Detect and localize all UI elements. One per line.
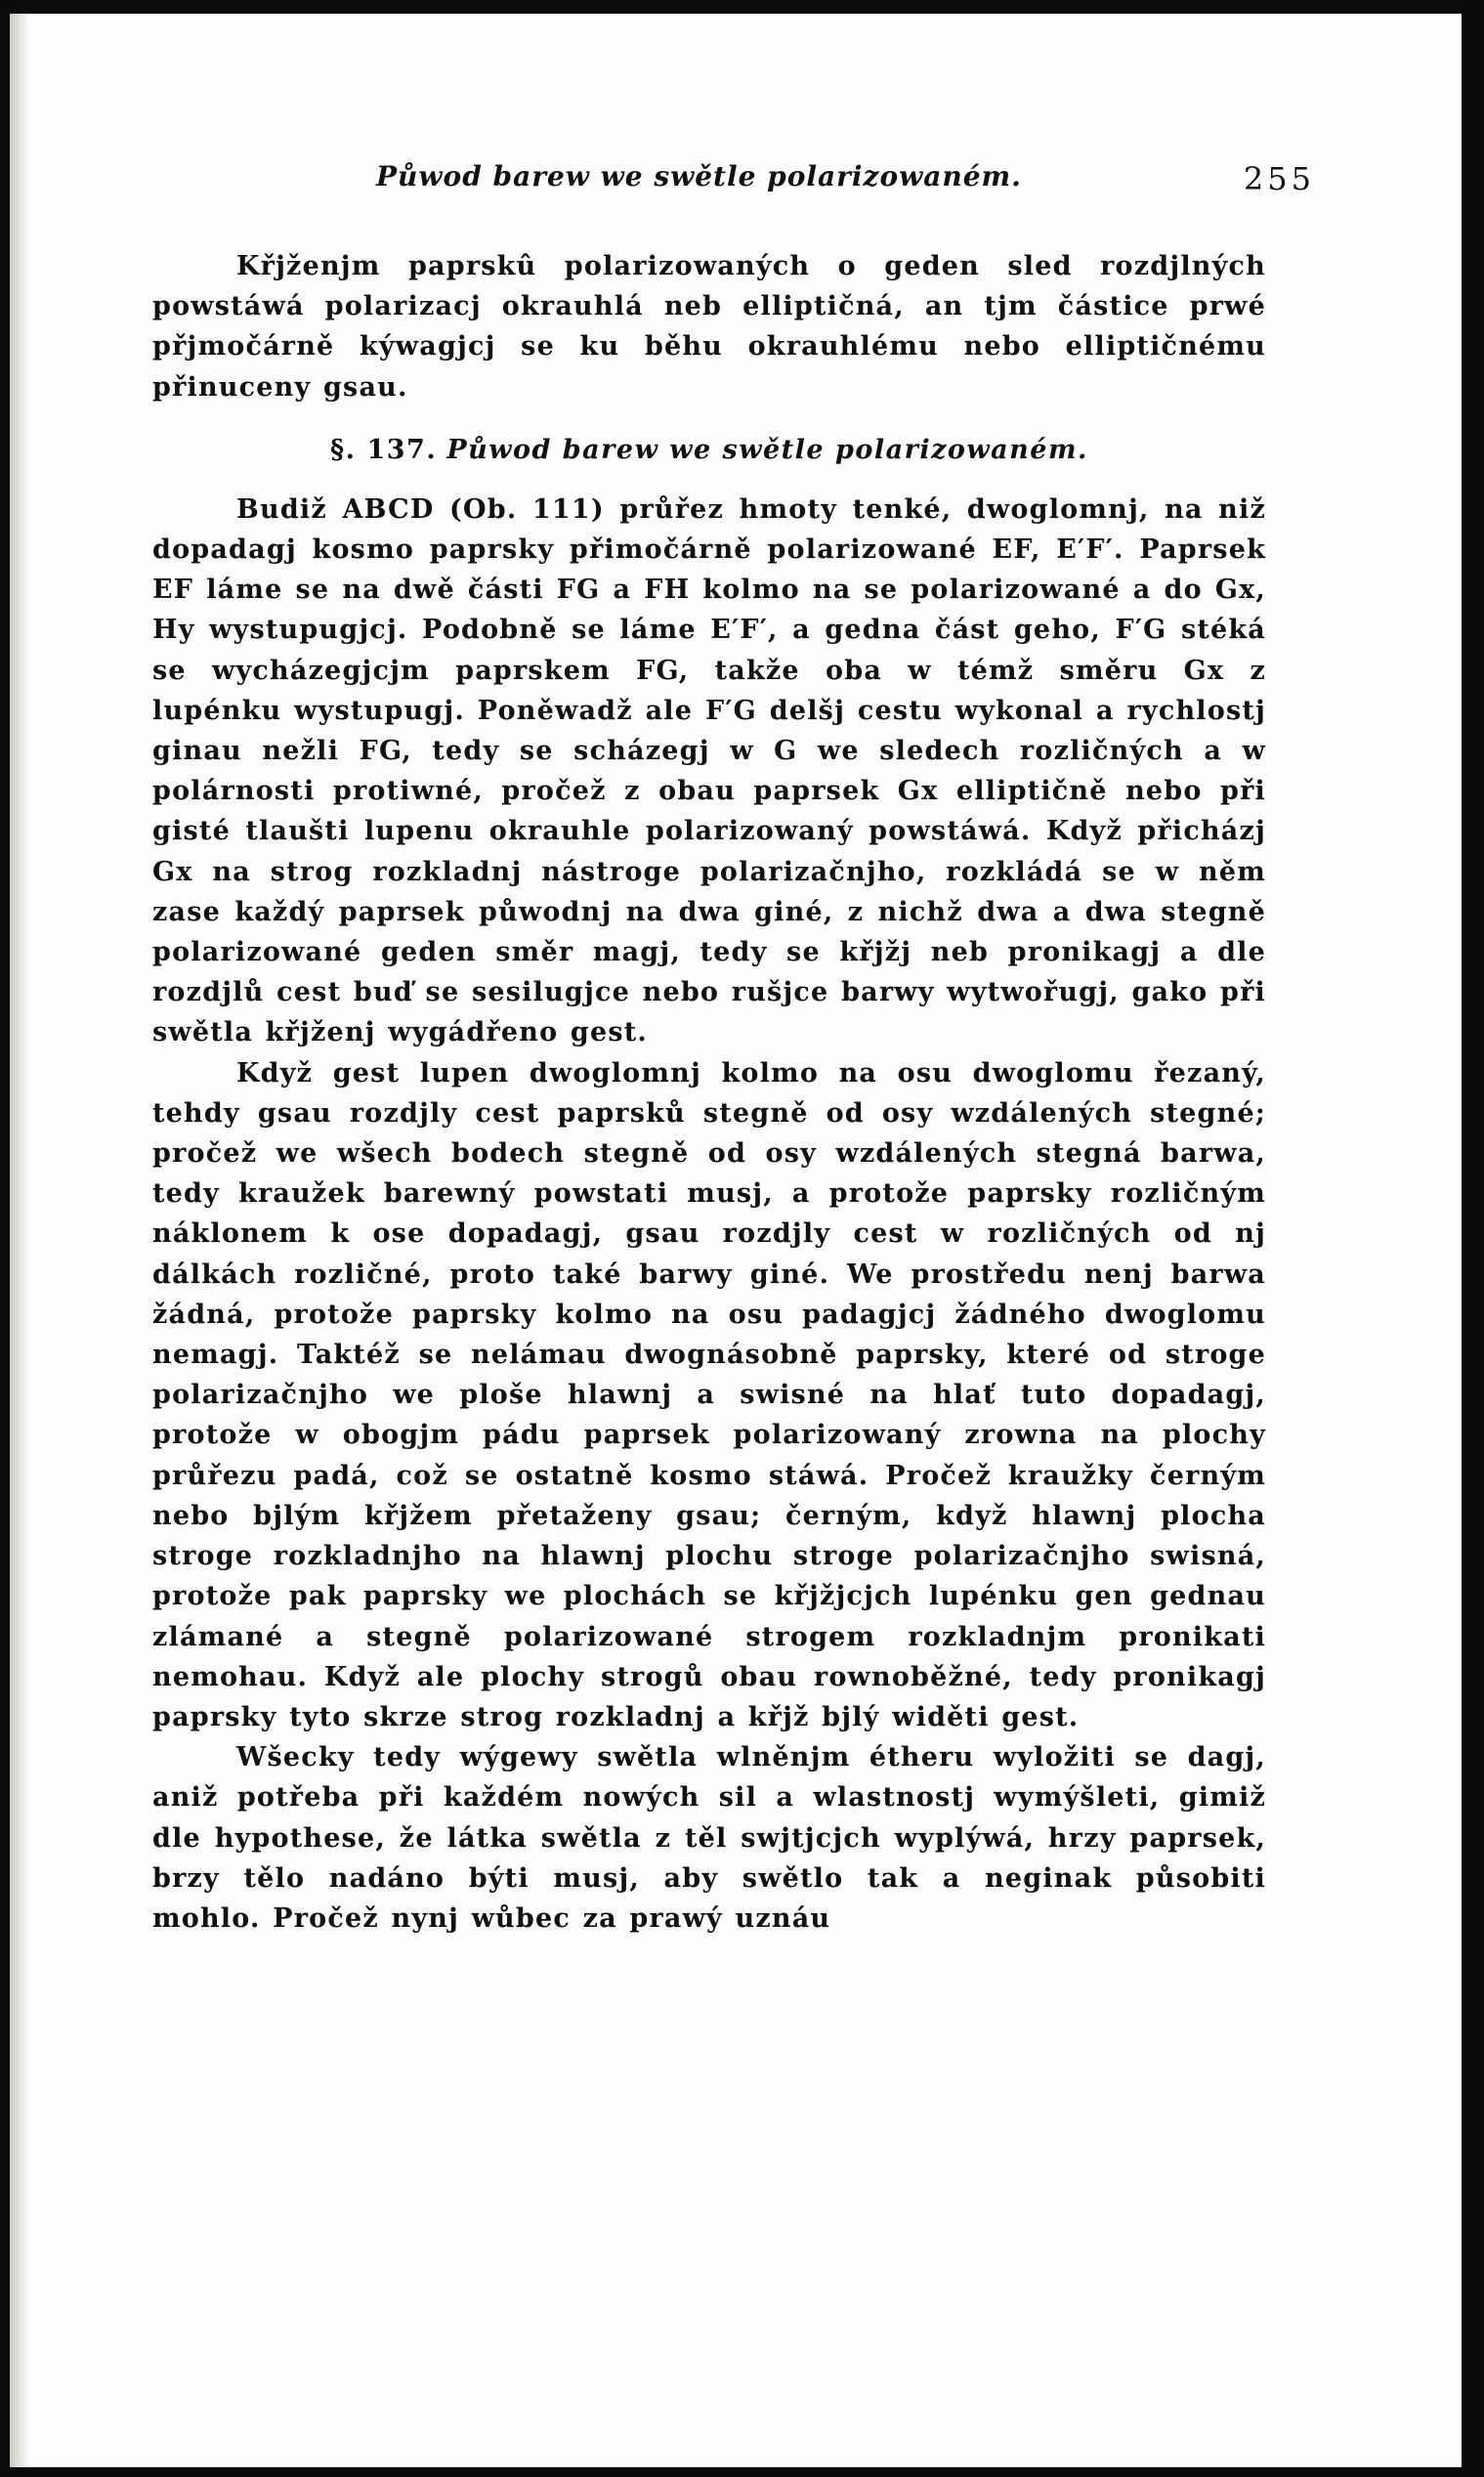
running-head bbox=[147, 160, 1325, 199]
paragraph: Wšecky tedy wýgewy swětla wlněnjm étheru wyložiti se dagj, aniž potřeba při každém nowých sil a wlastnostj wymýšleti, gimiž dle hypothese, že látka swětla z těl swjtjcjch wyplýwá, hrzy paprsek, brzy tělo nadáno býti musj, aby swětlo tak a neginak působiti mohlo. Pročež nynj wůbec za prawý uznáu bbox=[152, 1742, 1266, 1934]
page-number: 255 bbox=[1243, 160, 1315, 197]
running-title: Půwod barew we swětle polarizowaném. bbox=[376, 160, 1022, 192]
book-page bbox=[10, 14, 1462, 2467]
section-heading bbox=[152, 431, 1266, 470]
body-text bbox=[152, 246, 1266, 1939]
paragraph: Když gest lupen dwoglomnj kolmo na osu dwoglomu řezaný, tehdy gsau rozdjly cest paprsků stegně od osy wzdálených stegné; pročež we wšech bodech stegně od osy wzdálených stegná barwa, tedy kraužek barewný powstati musj, a protože paprsky rozličným náklonem k ose dopadagj, gsau rozdjly cest w rozličných od nj dálkách rozličné, proto také barwy giné. We prostředu nenj barwa žádná, protože paprsky kolmo na osu padagjcj žádného dwoglomu nemagj. Taktéž se nelámau dwognásobně paprsky, které od stroge polarizačnjho we ploše hlawnj a swisné na hlať tuto dopadagj, protože w obogjm pádu paprsek polarizowaný zrowna na plochy průřezu padá, což se ostatně kosmo stáwá. Pročež kraužky černým nebo bjlým křjžem přetaženy gsau; černým, když hlawnj plocha stroge rozkladnjho na hlawnj plochu stroge polarizačnjho swisná, protože pak paprsky we plochách se křjžjcjch lupénku gen gednau zlámané a stegně polarizowané strogem rozkladnjm pronikati nemohau. Když ale plochy strogů obau rownoběžné, tedy pronikagj paprsky tyto skrze strog rozkladnj a křjž bjlý widěti gest. bbox=[152, 1057, 1266, 1732]
paragraph: Budiž ABCD (Ob. 111) průřez hmoty tenké, dwoglomnj, na niž dopadagj kosmo paprsky přimočárně polarizowané EF, E′F′. Paprsek EF láme se na dwě části FG a FH kolmo na se polarizowané a do Gx, Hy wystupugjcj. Podobně se láme E′F′, a gedna část geho, F′G stéká se wycházegjcjm paprskem FG, takže oba w témž směru Gx z lupénku wystupugj. Poněwadž ale F′G delšj cestu wykonal a rychlostj ginau nežli FG, tedy se scházegj w G we sledech rozličných a w polárnosti protiwné, pročež z obau paprsek Gx elliptičně nebo při gisté tlaušti lupenu okrauhle polarizowaný powstáwá. Když přicházj Gx na strog rozkladnj nástroge polarizačnjho, rozkládá se w něm zase každý paprsek půwodnj na dwa giné, z nichž dwa a dwa stegně polarizowané geden směr magj, tedy se křjžj neb pronikagj a dle rozdjlů cest buď se sesilugjce nebo rušjce barwy wytwořugj, gako při swětla křjženj wygádřeno gest. bbox=[152, 493, 1266, 1048]
page-edge-shadow bbox=[10, 14, 29, 2467]
paragraph: Křjženjm paprskû polarizowaných o geden sled rozdjlných powstáwá polarizacj okrauhlá neb elliptičná, an tjm částice prwé přjmočárně kýwagjcj se ku běhu okrauhlému nebo elliptičnému přinuceny gsau. bbox=[152, 251, 1266, 403]
section-title: Půwod barew we swětle polarizowaném. bbox=[446, 434, 1088, 465]
section-number: §. 137. bbox=[330, 434, 438, 465]
